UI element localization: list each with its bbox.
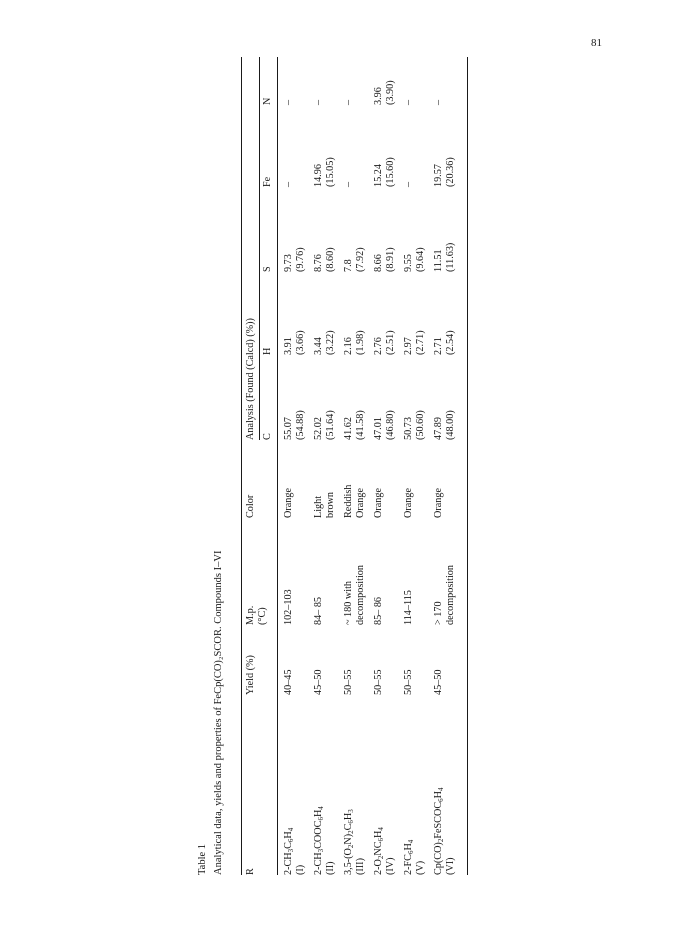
- table-cell-s: 9.55: [403, 254, 414, 272]
- header-mp-unit: (°C): [257, 607, 268, 625]
- header-fe: Fe: [262, 176, 273, 187]
- table-cell-s: 8.76: [313, 254, 324, 272]
- table-cell-h: 2.97: [403, 337, 414, 355]
- table-cell-color: Orange: [355, 488, 366, 518]
- table-cell-h: (2.71): [415, 330, 426, 355]
- table-cell-s: 9.73: [283, 254, 294, 272]
- header-c: C: [262, 433, 273, 440]
- table-cell-c: (50.60): [415, 410, 426, 440]
- table-cell-h: 3.44: [313, 337, 324, 355]
- table-cell-c: (51.64): [325, 410, 336, 440]
- rotated-table: [195, 50, 470, 880]
- header-h: H: [262, 347, 273, 355]
- table-cell-c: (46.80): [385, 410, 396, 440]
- table-cell-h: 2.71: [433, 337, 444, 355]
- table-cell-h: 3.91: [283, 337, 294, 355]
- table-cell-r: (V): [415, 860, 426, 875]
- table-cell-color: Reddish: [343, 484, 354, 518]
- table-cell-n: 3.96: [373, 87, 384, 105]
- table-cell-color: Orange: [283, 488, 294, 518]
- table-cell-color: Orange: [403, 488, 414, 518]
- table-cell-h: (1.98): [355, 330, 366, 355]
- table-cell-n: –: [313, 99, 324, 105]
- table-cell-n: –: [343, 99, 354, 105]
- table-cell-fe: (15.60): [385, 157, 396, 187]
- table-cell-fe: –: [343, 181, 354, 187]
- table-cell-h: (3.66): [295, 330, 306, 355]
- table-cell-color: Orange: [433, 488, 444, 518]
- table-cell-c: 47.89: [433, 417, 444, 440]
- table-cell-mp: ~ 180 with: [343, 581, 354, 625]
- table-cell-c: (54.88): [295, 410, 306, 440]
- table-cell-r: $3,5-(O_2N)_2C_6H_3$: [343, 809, 355, 875]
- header-n: N: [262, 97, 273, 105]
- table-cell-mp: > 170: [433, 601, 444, 625]
- table-cell-c: 41.62: [343, 417, 354, 440]
- table-cell-n: –: [433, 99, 444, 105]
- table-cell-r: $2-CH_3COOC_6H_4$: [313, 806, 325, 875]
- table-cell-h: 2.76: [373, 337, 384, 355]
- table-cell-fe: (15.05): [325, 157, 336, 187]
- table-cell-yield: 45–50: [313, 669, 324, 695]
- table-cell-yield: 50–55: [403, 669, 414, 695]
- table-cell-r: (II): [325, 861, 336, 875]
- table-cell-mp: decomposition: [355, 565, 366, 625]
- table-cell-c: (48.00): [445, 410, 456, 440]
- table-cell-n: –: [403, 99, 414, 105]
- header-s: S: [262, 266, 273, 272]
- table-cell-r: $2-O_2NC_6H_4$: [373, 827, 385, 875]
- table-cell-mp: 84– 85: [313, 596, 324, 625]
- table-cell-c: 52.02: [313, 417, 324, 440]
- table-cell-n: –: [283, 99, 294, 105]
- table-cell-s: (9.64): [415, 247, 426, 272]
- header-rule: [277, 57, 278, 875]
- page-number: 81: [591, 37, 602, 49]
- table-cell-fe: (20.36): [445, 157, 456, 187]
- table-cell-s: (11.63): [445, 242, 456, 272]
- table-cell-s: 7.8: [343, 259, 354, 272]
- table-cell-mp: decomposition: [445, 565, 456, 625]
- table-cell-s: (8.91): [385, 247, 396, 272]
- table-cell-fe: –: [403, 181, 414, 187]
- table-cell-fe: 14.96: [313, 164, 324, 187]
- table-cell-s: 8.66: [373, 254, 384, 272]
- table-cell-r: (IV): [385, 857, 396, 875]
- table-cell-r: (VI): [445, 857, 456, 875]
- table-cell-r: (I): [295, 864, 306, 875]
- table-cell-mp: 102–103: [283, 589, 294, 625]
- table-cell-fe: 15.24: [373, 164, 384, 187]
- table-cell-mp: 85– 86: [373, 596, 384, 625]
- table-cell-n: (3.90): [385, 80, 396, 105]
- table-cell-color: brown: [325, 491, 336, 518]
- table-cell-c: 55.07: [283, 417, 294, 440]
- header-color: Color: [245, 494, 256, 518]
- table-cell-r: (III): [355, 858, 366, 875]
- table-cell-h: (2.51): [385, 330, 396, 355]
- table-cell-r: $2-CH_3C_6H_4$: [283, 827, 295, 875]
- header-analysis: Analysis (Found (Calcd) (%)): [245, 318, 256, 440]
- table-cell-r: $2-FC_6H_4$: [403, 839, 415, 875]
- header-yield: Yield (%): [245, 655, 256, 695]
- table-cell-c: 50.73: [403, 417, 414, 440]
- table-cell-h: (3.22): [325, 330, 336, 355]
- table-cell-yield: 40–45: [283, 669, 294, 695]
- table-cell-s: (9.76): [295, 247, 306, 272]
- table-label: Table 1: [197, 843, 208, 875]
- table-cell-color: Light: [313, 495, 324, 518]
- analysis-rule: [259, 57, 260, 440]
- table-cell-s: (8.60): [325, 247, 336, 272]
- table-cell-yield: 45–50: [433, 669, 444, 695]
- table-cell-mp: 114–115: [403, 590, 414, 625]
- header-mp: M.p.: [245, 605, 256, 625]
- bottom-rule: [467, 57, 468, 875]
- table-cell-yield: 50–55: [373, 669, 384, 695]
- table-cell-c: 47.01: [373, 417, 384, 440]
- table-cell-fe: 19.57: [433, 164, 444, 187]
- top-rule: [241, 57, 242, 875]
- table-cell-yield: 50–55: [343, 669, 354, 695]
- table-cell-h: (2.54): [445, 330, 456, 355]
- table-cell-s: (7.92): [355, 247, 366, 272]
- table-cell-r: $Cp(CO)_2FeSCOC_6H_4$: [433, 787, 445, 875]
- table-cell-fe: –: [283, 181, 294, 187]
- table-caption: Analytical data, yields and properties of FeCp(CO)₂SCOR. Compounds I–VI: [213, 550, 224, 875]
- table-cell-color: Orange: [373, 488, 384, 518]
- table-cell-h: 2.16: [343, 337, 354, 355]
- table-cell-s: 11.51: [433, 249, 444, 272]
- table-cell-c: (41.58): [355, 410, 366, 440]
- header-r: R: [245, 868, 256, 875]
